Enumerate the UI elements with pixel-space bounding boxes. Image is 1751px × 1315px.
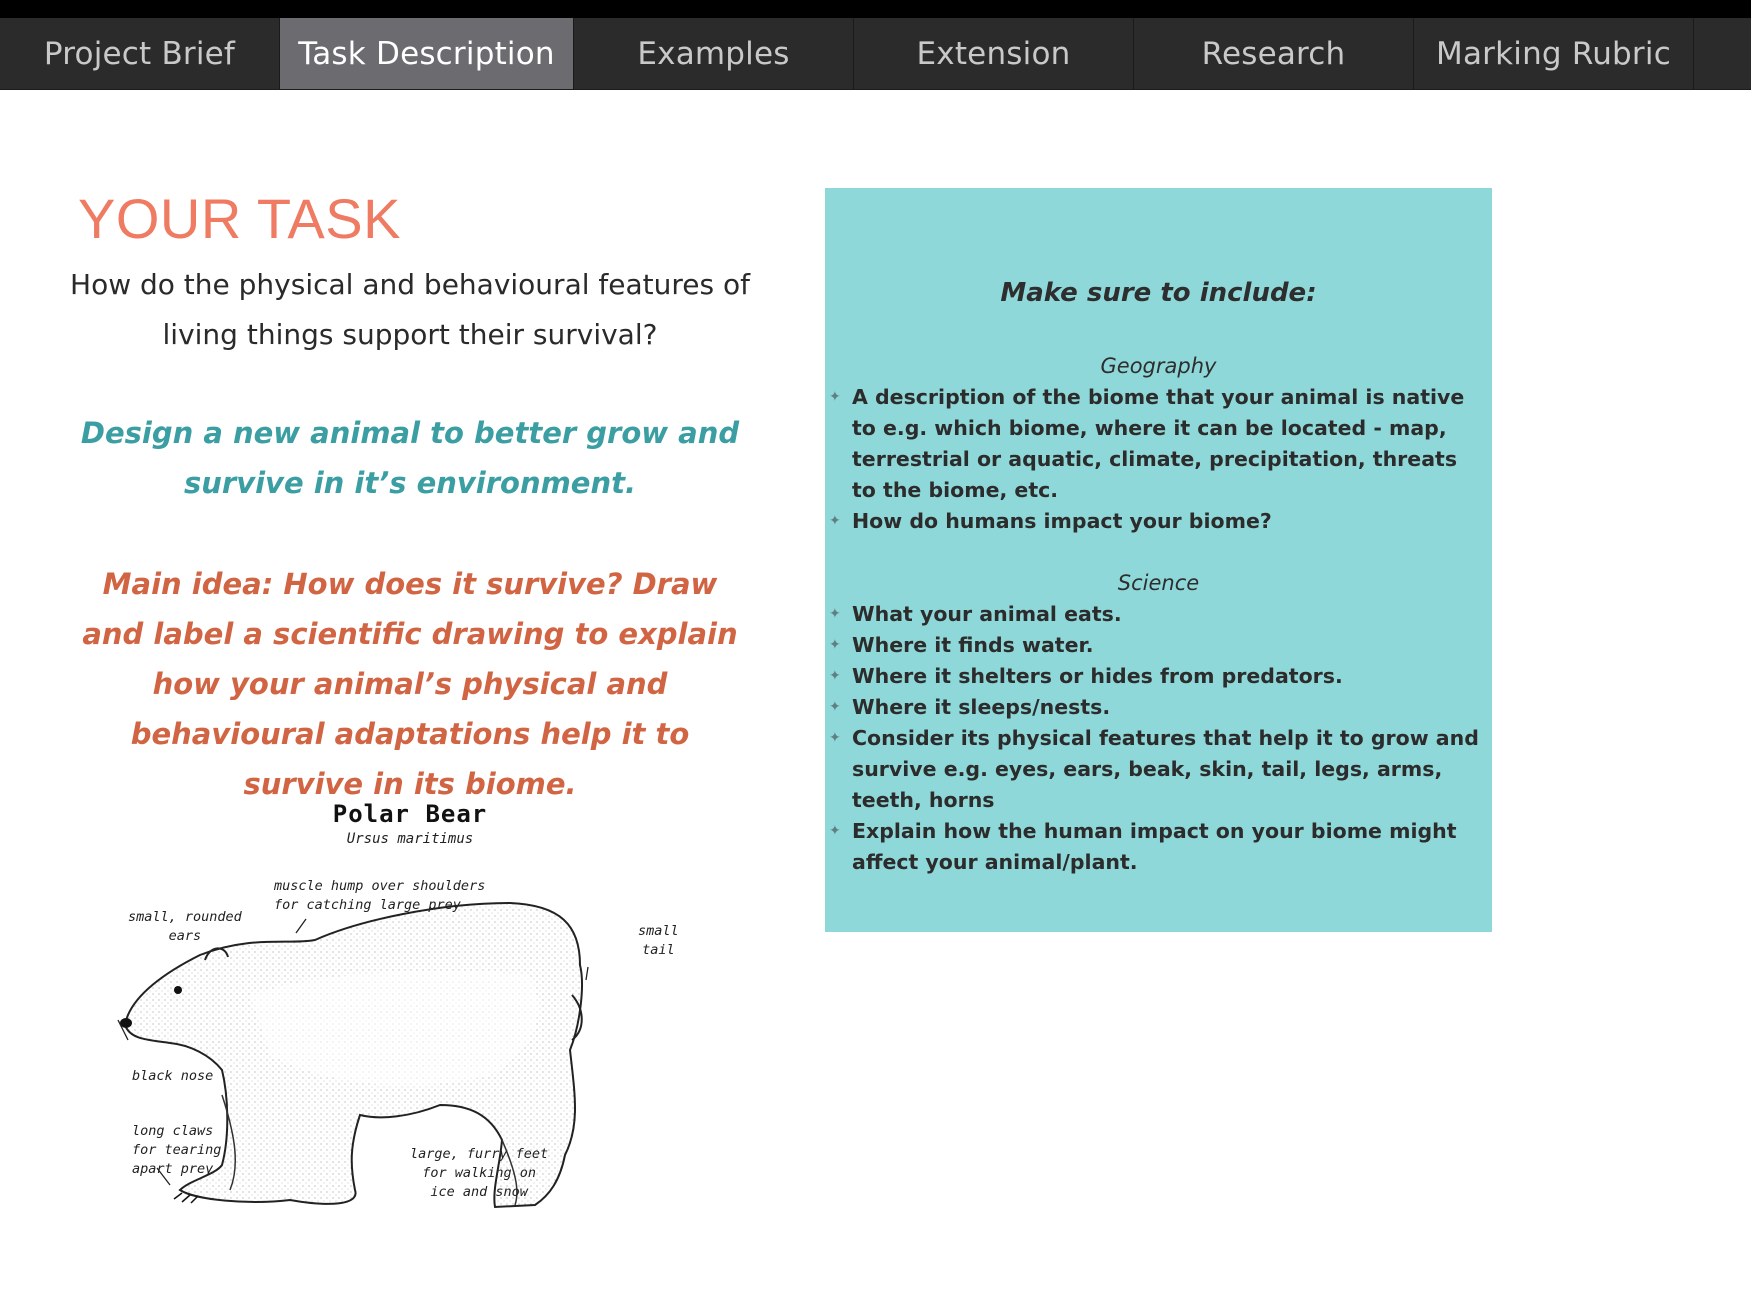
- polar-bear-diagram: [110, 795, 700, 1245]
- list-item: ✦ Consider its physical features that help it to grow and survive e.g. eyes, ears, beak, skin, tail, legs, arms, teeth, horns: [825, 723, 1492, 816]
- tab-marking-rubric[interactable]: Marking Rubric: [1414, 18, 1694, 89]
- diagram-title: Polar Bear: [332, 800, 488, 828]
- geography-list: [825, 382, 1492, 537]
- list-item: ✦ Where it finds water.: [825, 630, 1492, 661]
- label-hump: muscle hump over shoulders for catching large prey: [274, 878, 486, 913]
- star-bullet-icon: ✦: [829, 389, 841, 405]
- pointer-hump: [296, 919, 306, 933]
- page-title: YOUR TASK: [78, 187, 401, 250]
- top-strip: [0, 0, 1751, 18]
- list-item: ✦ Where it sleeps/nests.: [825, 692, 1492, 723]
- star-bullet-icon: ✦: [829, 823, 841, 839]
- star-bullet-icon: ✦: [829, 606, 841, 622]
- checklist-body: [825, 351, 1492, 878]
- star-bullet-icon: ✦: [829, 637, 841, 653]
- checklist-panel: [825, 188, 1492, 932]
- inquiry-question: How do the physical and behavioural features of living things support their survival?: [70, 268, 750, 351]
- label-feet: large, furry feet for walking on ice and snow: [410, 1146, 549, 1200]
- list-item: ✦ How do humans impact your biome?: [825, 506, 1492, 537]
- science-heading: Science: [1117, 571, 1200, 595]
- tab-research[interactable]: Research: [1134, 18, 1414, 89]
- star-bullet-icon: ✦: [829, 513, 841, 529]
- star-bullet-icon: ✦: [829, 730, 841, 746]
- pointer-tail: [586, 967, 588, 980]
- geography-heading: Geography: [1100, 354, 1217, 378]
- tab-project-brief[interactable]: Project Brief: [0, 18, 280, 89]
- list-item: ✦ What your animal eats.: [825, 599, 1492, 630]
- list-item: ✦ Where it shelters or hides from predators.: [825, 661, 1492, 692]
- science-list: [825, 599, 1492, 878]
- checklist-heading: Make sure to include:: [1000, 278, 1317, 308]
- tab-bar: [0, 18, 1751, 90]
- tab-extension[interactable]: Extension: [854, 18, 1134, 89]
- list-item: ✦ A description of the biome that your animal is native to e.g. which biome, where it can be located - map, terrestrial or aquatic, climate, precipitation, threats to the biome, etc.: [825, 382, 1492, 506]
- design-instruction: Design a new animal to better grow and survive in it’s environment.: [80, 416, 740, 500]
- label-claws: long claws for tearing apart prey: [132, 1123, 222, 1177]
- tab-task-description[interactable]: Task Description: [280, 18, 574, 89]
- main-idea-instruction: Main idea: How does it survive? Draw and label a scientific drawing to explain how your animal’s physical and behavioural adaptations help it to survive in its biome.: [82, 567, 738, 801]
- list-item: ✦ Explain how the human impact on your biome might affect your animal/plant.: [825, 816, 1492, 878]
- label-ears: small, rounded ears: [128, 909, 242, 944]
- diagram-subtitle: Ursus maritimus: [346, 831, 474, 847]
- tab-examples[interactable]: Examples: [574, 18, 854, 89]
- label-tail: small tail: [638, 923, 679, 958]
- bear-eye: [174, 986, 182, 994]
- star-bullet-icon: ✦: [829, 699, 841, 715]
- label-nose: black nose: [132, 1068, 214, 1084]
- star-bullet-icon: ✦: [829, 668, 841, 684]
